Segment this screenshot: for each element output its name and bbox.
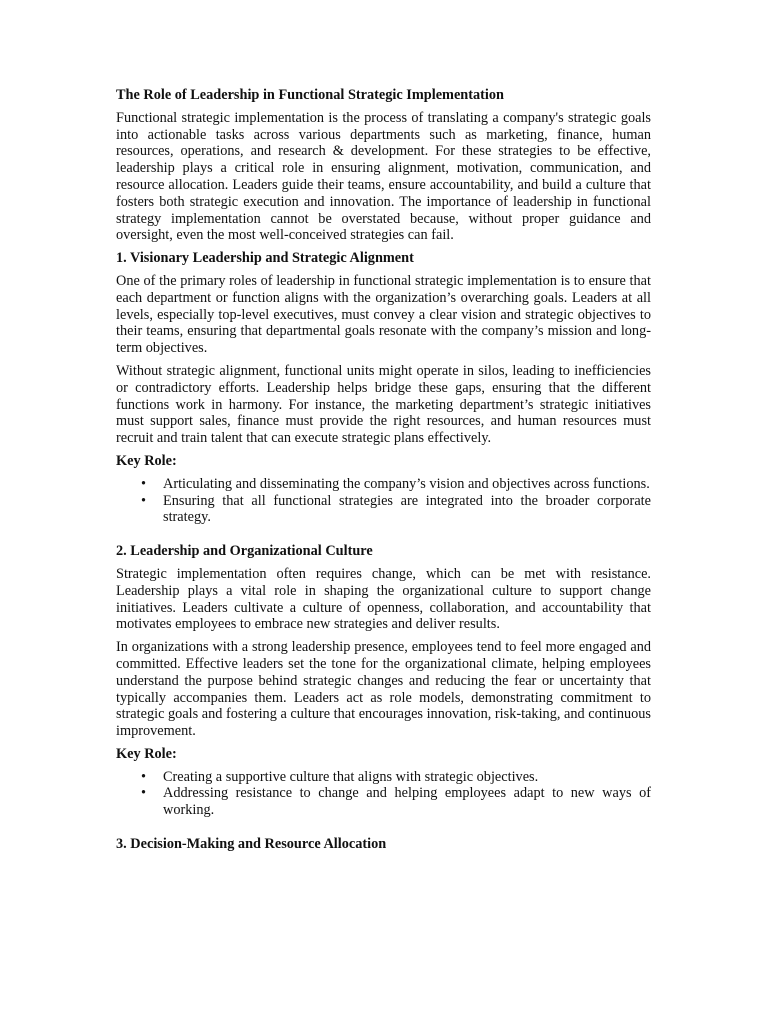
bullet-item (141, 785, 651, 819)
bullet-item (141, 475, 651, 493)
section-2-paragraph-1: Strategic implementation often requires change, which can be met with resistance. Leadership plays a vital role in shaping the organizational culture to support change initiatives. Leaders cultivate a culture of openness, collaboration, and accountability that motivates employees to embrace new strategies and deliver results. (116, 565, 651, 633)
bullet-item (141, 768, 651, 786)
section-1-key-role-label: Key Role: (116, 452, 177, 469)
bullet-icon: • (141, 768, 147, 785)
section-2-key-role-label: Key Role: (116, 745, 177, 762)
section-heading-1: 1. Visionary Leadership and Strategic Alignment (116, 250, 414, 267)
bullet-item (141, 492, 651, 527)
document-page (116, 87, 651, 859)
bullet-icon: • (141, 475, 147, 492)
section-2-bullet-list (116, 769, 651, 819)
document-title: The Role of Leadership in Functional Strategic Implementation (116, 87, 504, 103)
bullet-text: Articulating and disseminating the company’s vision and objectives across functions. (163, 475, 650, 492)
section-heading-3: 3. Decision-Making and Resource Allocation (116, 836, 387, 853)
section-1-paragraph-1: One of the primary roles of leadership in functional strategic implementation is to ensure that each department or function aligns with the organization’s overarching goals. Leaders at all levels, especially top-level executives, must convey a clear vision and strategic objectives to their teams, ensuring that departmental goals resonate with the company’s mission and long-term objectives. (116, 272, 651, 357)
section-1-bullet-list (116, 476, 651, 526)
section-heading-2: 2. Leadership and Organizational Culture (116, 543, 373, 560)
bullet-icon: • (141, 492, 147, 509)
intro-paragraph: Functional strategic implementation is the process of translating a company's strategic goals into actionable tasks across various departments such as marketing, finance, human resources, operations, and research & development. For these strategies to be effective, leadership plays a critical role in ensuring alignment, motivation, communication, and resource allocation. Leaders guide their teams, ensure accountability, and build a culture that fosters both strategic execution and innovation. The importance of leadership in functional strategy implementation cannot be overstated because, without proper guidance and oversight, even the most well-conceived strategies can fail. (116, 109, 651, 244)
bullet-text: Ensuring that all functional strategies are integrated into the broader corporate strategy. (163, 492, 651, 526)
bullet-text: Addressing resistance to change and helping employees adapt to new ways of working. (163, 785, 651, 819)
section-1-paragraph-2: Without strategic alignment, functional units might operate in silos, leading to inefficiencies or contradictory efforts. Leadership helps bridge these gaps, ensuring that the different functions work in harmony. For instance, the marketing department’s strategic initiatives must support sales, finance must provide the right resources, and human resources must recruit and train talent that can execute strategic plans effectively. (116, 362, 651, 447)
bullet-icon: • (141, 785, 147, 802)
section-2-paragraph-2: In organizations with a strong leadership presence, employees tend to feel more engaged and committed. Effective leaders set the tone for the organizational climate, helping employees understand the purpose behind strategic changes and reducing the fear or uncertainty that typically accompanies them. Leaders act as role models, demonstrating commitment to strategic goals and fostering a culture that encourages innovation, risk-taking, and continuous improvement. (116, 639, 651, 740)
bullet-text: Creating a supportive culture that aligns with strategic objectives. (163, 768, 539, 785)
